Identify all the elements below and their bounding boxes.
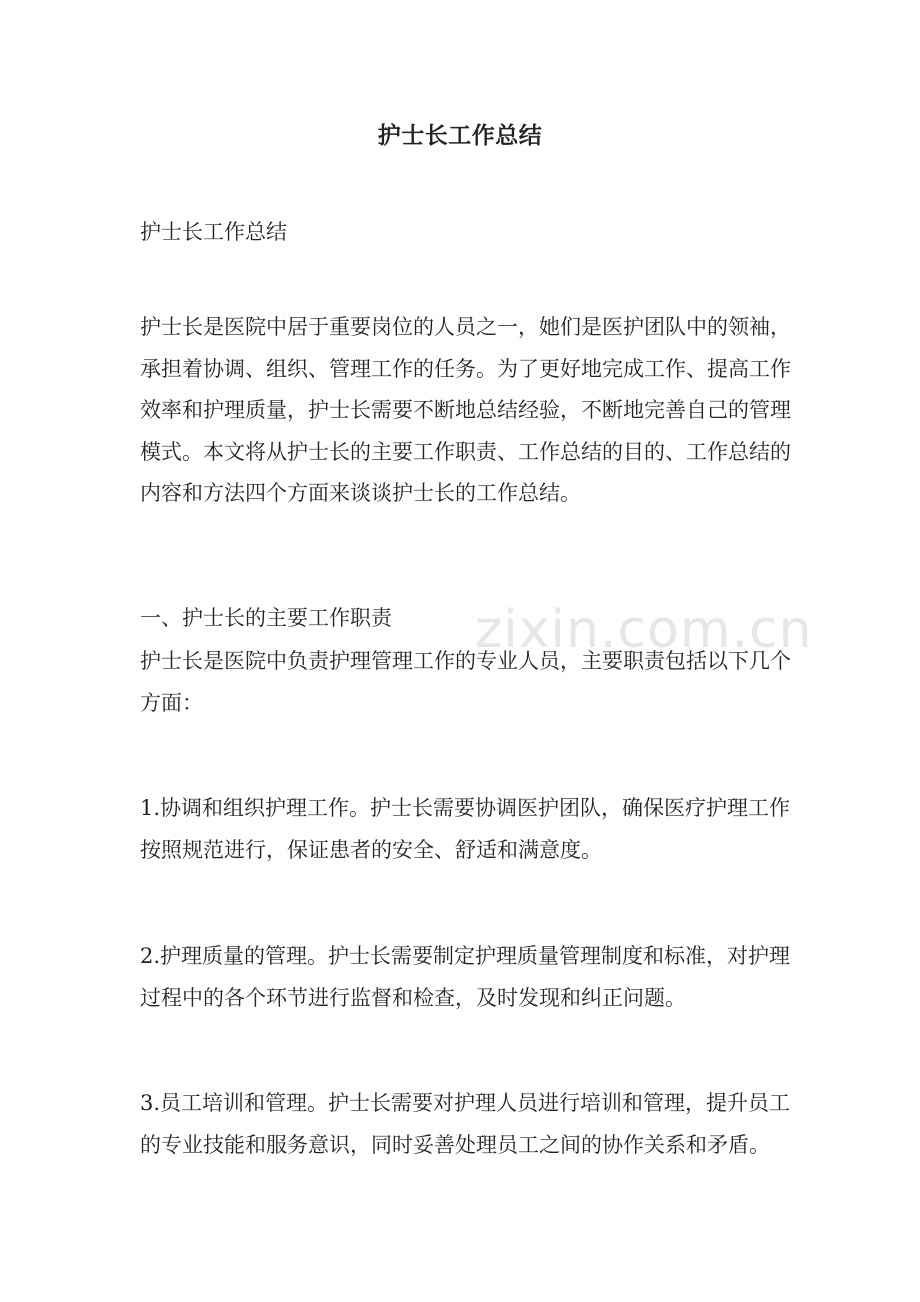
section-heading: 一、护士长的主要工作职责 xyxy=(140,606,392,630)
section-intro-paragraph: 护士长是医院中负责护理管理工作的专业人员，主要职责包括以下几个方面： xyxy=(140,649,791,715)
list-item-2: 2.护理质量的管理。护士长需要制定护理质量管理制度和标准，对护理过程中的各个环节进行监督和检查，及时发现和纠正问题。 xyxy=(140,944,791,1010)
document-subtitle: 护士长工作总结 xyxy=(140,220,287,244)
intro-paragraph: 护士长是医院中居于重要岗位的人员之一，她们是医护团队中的领袖，承担着协调、组织、管理工作的任务。为了更好地完成工作、提高工作效率和护理质量，护士长需要不断地总结经验，不断地完善自己的管理模式。本文将从护士长的主要工作职责、工作总结的目的、工作总结的内容和方法四个方面来谈谈护士长的工作总结。 xyxy=(140,315,791,505)
watermark: zixin.com.cn xyxy=(475,600,813,660)
list-item-3: 3.员工培训和管理。护士长需要对护理人员进行培训和管理，提升员工的专业技能和服务意识，同时妥善处理员工之间的协作关系和矛盾。 xyxy=(140,1091,791,1157)
list-item-1: 1.协调和组织护理工作。护士长需要协调医护团队，确保医疗护理工作按照规范进行，保证患者的安全、舒适和满意度。 xyxy=(140,796,791,862)
document-title: 护士长工作总结 xyxy=(377,123,543,149)
